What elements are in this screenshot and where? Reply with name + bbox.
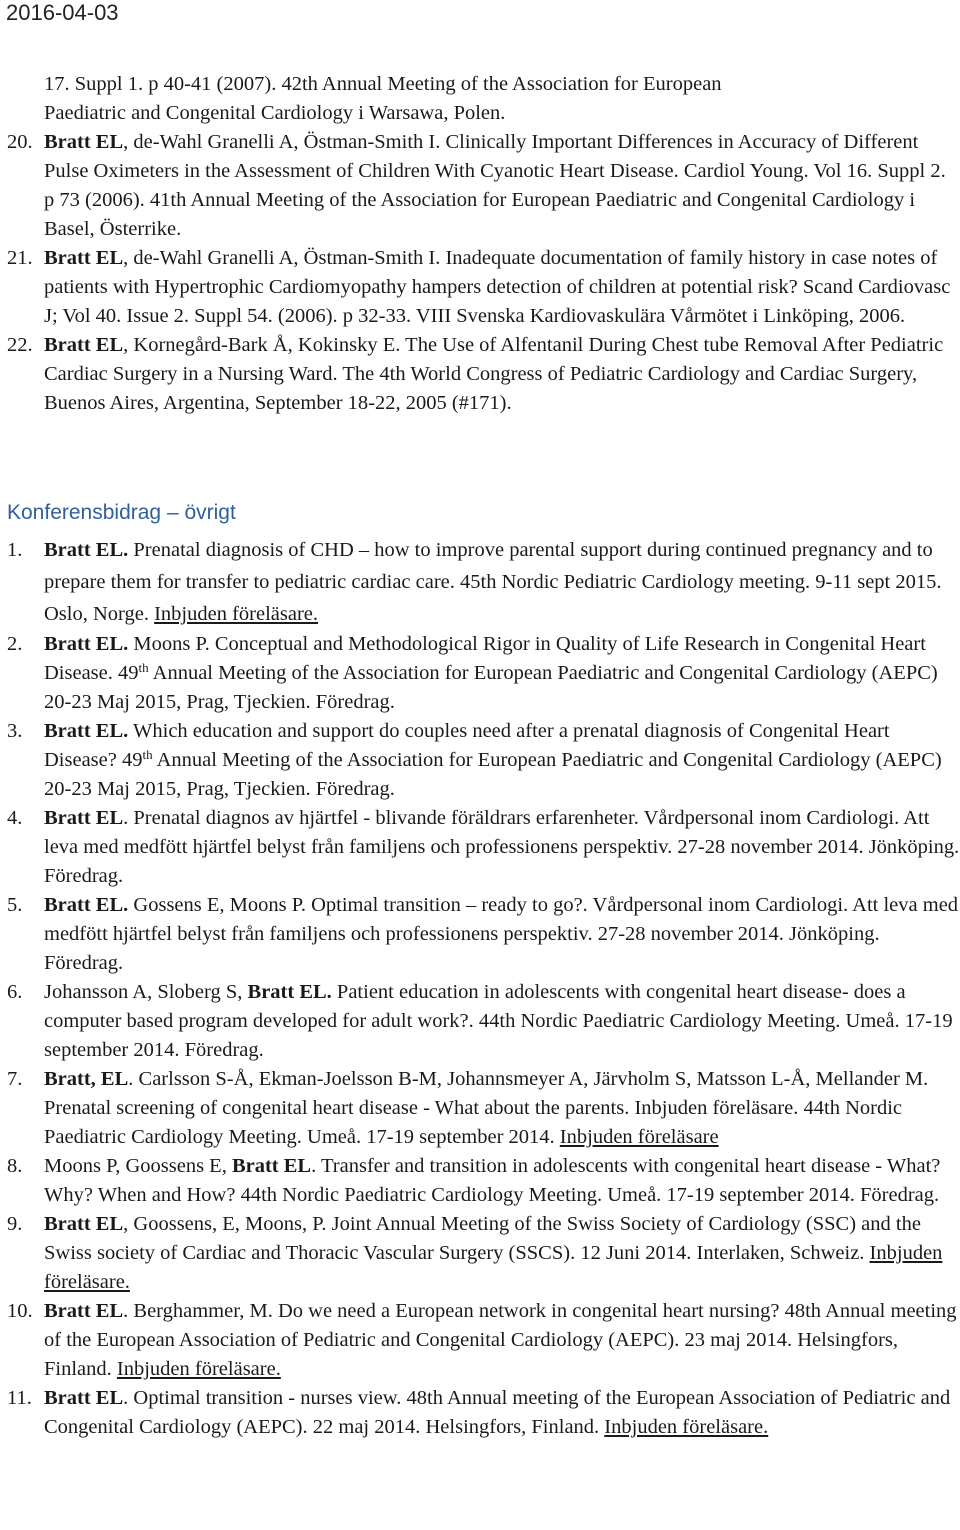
entry-text <box>44 1384 960 1442</box>
author-highlight: Bratt EL. <box>44 633 129 655</box>
author-highlight: Bratt, EL <box>44 1068 129 1090</box>
conference-entry-3 <box>7 717 960 804</box>
page-date: 2016-04-03 <box>6 0 119 25</box>
conference-entry-4 <box>7 804 960 891</box>
entry-authors: , Kornegård-Bark Å, Kokinsky E. <box>123 334 401 356</box>
invited-speaker-link[interactable]: Inbjuden föreläsare. <box>44 1242 943 1293</box>
author-highlight: Bratt EL <box>44 1213 124 1235</box>
publication-entry-21 <box>7 244 952 331</box>
entry-text <box>44 891 960 978</box>
entry-number: 9. <box>7 1213 23 1235</box>
invited-speaker-link[interactable]: Inbjuden föreläsare. <box>604 1416 769 1438</box>
entry-body: Clinically Important Differences in Accuracy of Different Pulse Oximeters in the Assessment of Children With Cyanotic Heart Disease. Cardiol Young. Vol 16. Suppl 2. p 73 (2006). 41th Annual Meeting of the Association for European Paediatric and Congenital Cardiology i Basel, Österrike. <box>44 131 946 240</box>
entry-coauthors: Johansson A, Sloberg S, <box>44 981 248 1003</box>
conference-entry-6 <box>7 978 960 1065</box>
entry-text <box>44 1210 960 1297</box>
section-heading: Konferensbidrag – övrigt <box>7 501 236 524</box>
entry-text <box>44 244 952 331</box>
conference-entry-9 <box>7 1210 960 1297</box>
continuation-text <box>44 70 944 128</box>
entry-body: Patient education in adolescents with congenital heart disease- does a computer based program developed for adult work?. 44th Nordic Paediatric Cardiology Meeting. Umeå. 17-19 september 2014. Föredrag. <box>44 981 953 1061</box>
entry-number: 6. <box>7 981 23 1003</box>
conference-entry-8 <box>7 1152 960 1210</box>
author-highlight: Bratt EL <box>44 247 124 269</box>
entry-number: 2. <box>7 633 23 655</box>
superscript: th <box>142 747 153 762</box>
entry-text <box>44 630 960 717</box>
superscript: th <box>138 660 149 675</box>
entry-body: Gossens E, Moons P. Optimal transition – ready to go?. Vårdpersonal inom Cardiologi. Att leva med medfött hjärtfel belyst från familjens och professionens perspektiv. 27-28 november 2014. Jönköping. Föredrag. <box>44 894 959 974</box>
entry-body: . Optimal transition - nurses view. 48th Annual meeting of the European Association of Pediatric and Congenital Cardiology (AEPC). 22 maj 2014. Helsingfors, Finland. <box>44 1387 951 1438</box>
author-highlight: Bratt EL. <box>44 539 129 561</box>
entry-text <box>44 1065 960 1152</box>
publication-entry-22 <box>7 331 952 418</box>
author-highlight: Bratt EL <box>44 1387 124 1409</box>
conference-entry-5 <box>7 891 960 978</box>
conference-entry-11 <box>7 1384 960 1442</box>
entry-text <box>44 534 960 630</box>
entry-authors: , de-Wahl Granelli A, Östman-Smith I. <box>123 131 441 153</box>
author-highlight: Bratt EL. <box>44 894 129 916</box>
entry-number: 20. <box>7 131 33 153</box>
author-highlight: Bratt EL <box>44 1300 124 1322</box>
entry-number: 21. <box>7 247 33 269</box>
entry-text <box>44 978 960 1065</box>
publication-list-continued <box>7 128 952 418</box>
continuation-line: Paediatric and Congenital Cardiology i Warsawa, Polen. <box>44 102 506 124</box>
entry-number: 11. <box>7 1387 32 1409</box>
author-highlight: Bratt EL <box>44 807 124 829</box>
entry-number: 22. <box>7 334 33 356</box>
author-highlight: Bratt EL. <box>247 981 332 1003</box>
conference-entry-1 <box>7 534 960 630</box>
entry-body: The Use of Alfentanil During Chest tube Removal After Pediatric Cardiac Surgery in a Nursing Ward. The 4th World Congress of Pediatric Cardiology and Cardiac Surgery, Buenos Aires, Argentina, September 18-22, 2005 (#171). <box>44 334 944 414</box>
entry-body: . Transfer and transition in adolescents with congenital heart disease - What? Why? When and How? 44th Nordic Paediatric Cardiology Meeting. Umeå. 17-19 september 2014. Föredrag. <box>44 1155 941 1206</box>
conference-entry-7 <box>7 1065 960 1152</box>
conference-entry-10 <box>7 1297 960 1384</box>
entry-text <box>44 1152 960 1210</box>
entry-number: 1. <box>7 539 23 561</box>
author-highlight: Bratt EL <box>44 131 124 153</box>
entry-number: 4. <box>7 807 23 829</box>
entry-number: 7. <box>7 1068 23 1090</box>
invited-speaker-link[interactable]: Inbjuden föreläsare. <box>154 603 319 625</box>
author-highlight: Bratt EL <box>44 334 124 356</box>
author-highlight: Bratt EL <box>231 1155 312 1177</box>
entry-body-cont: Annual Meeting of the Association for European Paediatric and Congenital Cardiology (AEPC) 20-23 Maj 2015, Prag, Tjeckien. Föredrag. <box>44 662 938 713</box>
entry-number: 3. <box>7 720 23 742</box>
entry-coauthors: Moons P, Goossens E, <box>44 1155 232 1177</box>
entry-text <box>44 717 960 804</box>
entry-body-cont: Annual Meeting of the Association for European Paediatric and Congenital Cardiology (AEPC) 20-23 Maj 2015, Prag, Tjeckien. Föredrag. <box>44 749 942 800</box>
publication-entry-20 <box>7 128 952 244</box>
entry-number: 10. <box>7 1300 33 1322</box>
invited-speaker-link[interactable]: Inbjuden föreläsare <box>559 1126 719 1148</box>
entry-number: 8. <box>7 1155 23 1177</box>
entry-body: . Berghammer, M. Do we need a European network in congenital heart nursing? 48th Annual meeting of the European Association of Pediatric and Congenital Cardiology (AEPC). 23 maj 2014. Helsingfors, Finland. <box>44 1300 957 1380</box>
conference-entry-2 <box>7 630 960 717</box>
entry-body: Moons P. Conceptual and Methodological Rigor in Quality of Life Research in Congenital Heart Disease. 49 <box>44 633 926 684</box>
entry-body: , Goossens, E, Moons, P. Joint Annual Meeting of the Swiss Society of Cardiology (SSC) and the Swiss society of Cardiac and Thoracic Vascular Surgery (SSCS). 12 Juni 2014. Interlaken, Schweiz. <box>44 1213 921 1264</box>
entry-body: . Carlsson S-Å, Ekman-Joelsson B-M, Johannsmeyer A, Järvholm S, Matsson L-Å, Mellander M. Prenatal screening of congenital heart disease - What about the parents. Inbjuden föreläsare. 44th Nordic Paediatric Cardiology Meeting. Umeå. 17-19 september 2014. <box>44 1068 929 1148</box>
entry-authors: , de-Wahl Granelli A, Östman-Smith I. <box>123 247 441 269</box>
continuation-line: 17. Suppl 1. p 40-41 (2007). 42th Annual Meeting of the Association for European <box>44 73 722 95</box>
invited-speaker-link[interactable]: Inbjuden föreläsare. <box>116 1358 281 1380</box>
entry-text <box>44 128 952 244</box>
entry-text <box>44 331 952 418</box>
entry-number: 5. <box>7 894 23 916</box>
entry-text <box>44 804 960 891</box>
conference-list <box>7 534 960 1442</box>
entry-body: Prenatal diagnosis of CHD – how to improve parental support during continued pregnancy and to prepare them for transfer to pediatric cardiac care. 45th Nordic Pediatric Cardiology meeting. 9-11 sept 2015. Oslo, Norge. <box>44 539 942 625</box>
entry-body: Inadequate documentation of family history in case notes of patients with Hypertrophic Cardiomyopathy hampers detection of children at potential risk? Scand Cardiovasc J; Vol 40. Issue 2. Suppl 54. (2006). p 32-33. VIII Svenska Kardiovaskulära Vårmötet i Linköping, 2006. <box>44 247 951 327</box>
author-highlight: Bratt EL. <box>44 720 129 742</box>
entry-body: Which education and support do couples need after a prenatal diagnosis of Congenital Heart Disease? 49 <box>44 720 890 771</box>
entry-text <box>44 1297 960 1384</box>
entry-body: . Prenatal diagnos av hjärtfel - blivande föräldrars erfarenheter. Vårdpersonal inom Cardiologi. Att leva med medfött hjärtfel belyst från familjens och professionens perspektiv. 27-28 november 2014. Jönköping. Föredrag. <box>44 807 960 887</box>
